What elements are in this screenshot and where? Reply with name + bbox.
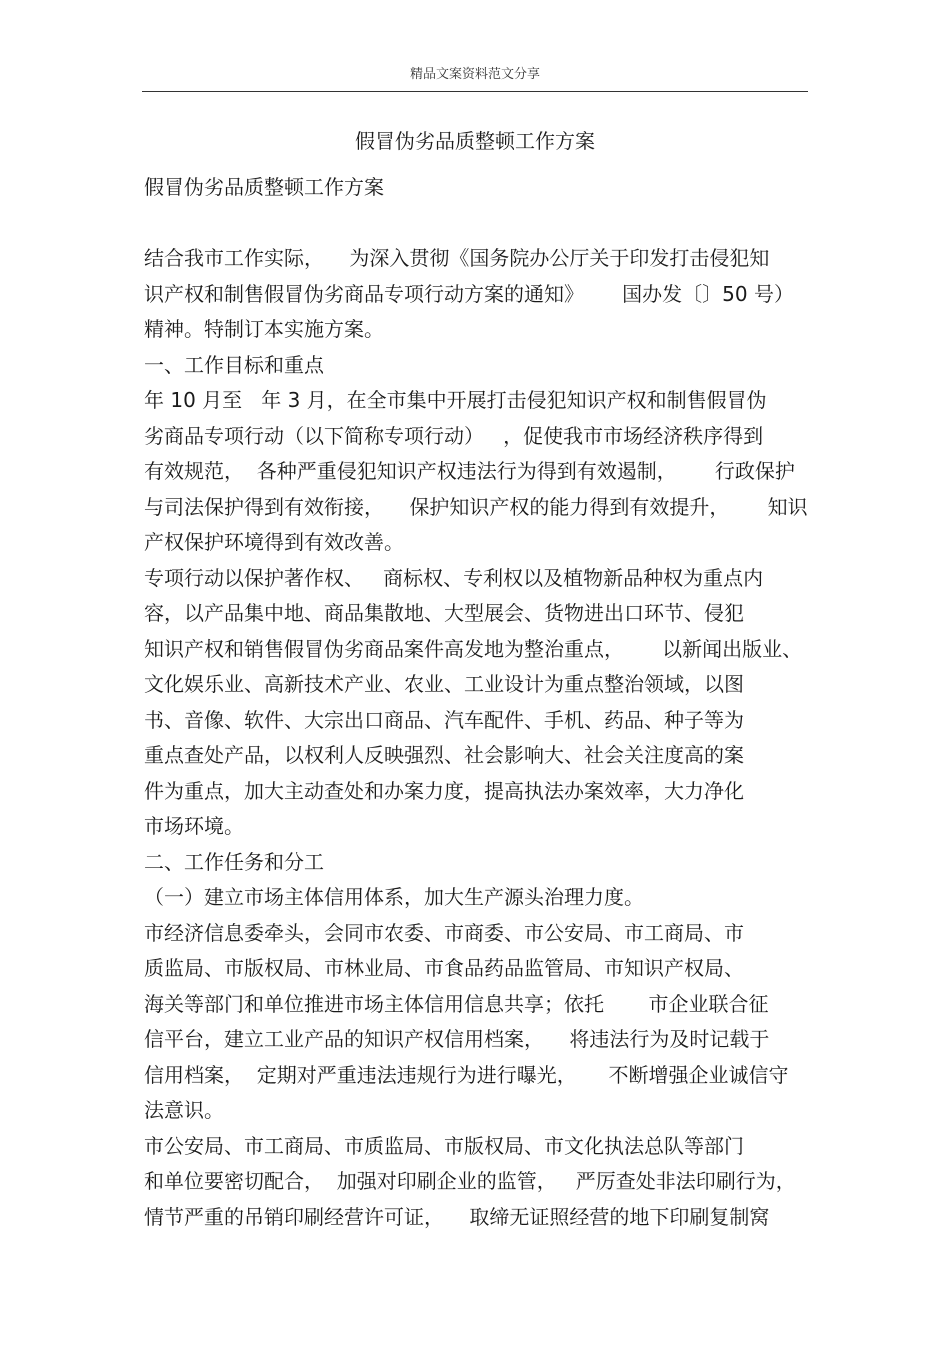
- body-line: 信平台，建立工业产品的知识产权信用档案， 将违法行为及时记载于: [144, 1027, 770, 1051]
- body-line: 信用档案， 定期对严重违法违规行为进行曝光， 不断增强企业诚信守: [144, 1062, 789, 1087]
- body-line: 识产权和制售假冒伪劣商品专项行动方案的通知》 国办发〔〕50 号）: [144, 281, 794, 306]
- body-line: 与司法保护得到有效衔接， 保护知识产权的能力得到有效提升， 知识: [144, 494, 808, 519]
- body-line: 市经济信息委牵头，会同市农委、市商委、市公安局、市工商局、市: [144, 920, 744, 945]
- body-line: 文化娱乐业、高新技术产业、农业、工业设计为重点整治领域，以图: [144, 672, 744, 696]
- body-line: 情节严重的吊销印刷经营许可证， 取缔无证照经营的地下印刷复制窝: [144, 1204, 770, 1229]
- subsection-heading: （一）建立市场主体信用体系，加大生产源头治理力度。: [144, 885, 644, 909]
- section-heading: 二、工作任务和分工: [144, 849, 324, 874]
- body-line: 市场环境。: [144, 814, 244, 838]
- body-line: 精神。特制订本实施方案。: [144, 317, 384, 341]
- body-line: 海关等部门和单位推进市场主体信用信息共享；依托 市企业联合征: [144, 991, 769, 1016]
- body-line: 重点查处产品，以权利人反映强烈、社会影响大、社会关注度高的案: [144, 743, 744, 767]
- body-line: 和单位要密切配合， 加强对印刷企业的监管， 严厉查处非法印刷行为，: [144, 1169, 796, 1193]
- blank-line: [144, 206, 824, 242]
- body-line: 法意识。: [144, 1098, 224, 1122]
- body-line: 假冒伪劣品质整顿工作方案: [144, 175, 384, 199]
- header-divider: [142, 91, 808, 92]
- body-line: 专项行动以保护著作权、 商标权、专利权以及植物新品种权为重点内: [144, 565, 764, 590]
- body-line: 有效规范， 各种严重侵犯知识产权违法行为得到有效遏制， 行政保护: [144, 459, 795, 483]
- body-line: 书、音像、软件、大宗出口商品、汽车配件、手机、药品、种子等为: [144, 707, 744, 732]
- section-heading: 一、工作目标和重点: [144, 352, 324, 377]
- body-line: 知识产权和销售假冒伪劣商品案件高发地为整治重点， 以新闻出版业、: [144, 636, 803, 661]
- body-line: 劣商品专项行动（以下简称专项行动） ，促使我市市场经济秩序得到: [144, 423, 764, 448]
- body-line: 容，以产品集中地、商品集散地、大型展会、货物进出口环节、侵犯: [144, 601, 744, 625]
- body-line: 结合我市工作实际， 为深入贯彻《国务院办公厅关于印发打击侵犯知: [144, 246, 770, 270]
- body-line: 年 10 月至 年 3 月，在全市集中开展打击侵犯知识产权和制售假冒伪: [144, 388, 767, 412]
- body-line: 市公安局、市工商局、市质监局、市版权局、市文化执法总队等部门: [144, 1133, 744, 1158]
- document-body: [144, 170, 824, 1235]
- body-line: 件为重点，加大主动查处和办案力度，提高执法办案效率，大力净化: [144, 778, 744, 803]
- document-title: 假冒伪劣品质整顿工作方案: [355, 129, 595, 153]
- body-line: 质监局、市版权局、市林业局、市食品药品监管局、市知识产权局、: [144, 956, 744, 980]
- body-line: 产权保护环境得到有效改善。: [144, 530, 404, 554]
- page-header: 精品文案资料范文分享: [409, 67, 540, 82]
